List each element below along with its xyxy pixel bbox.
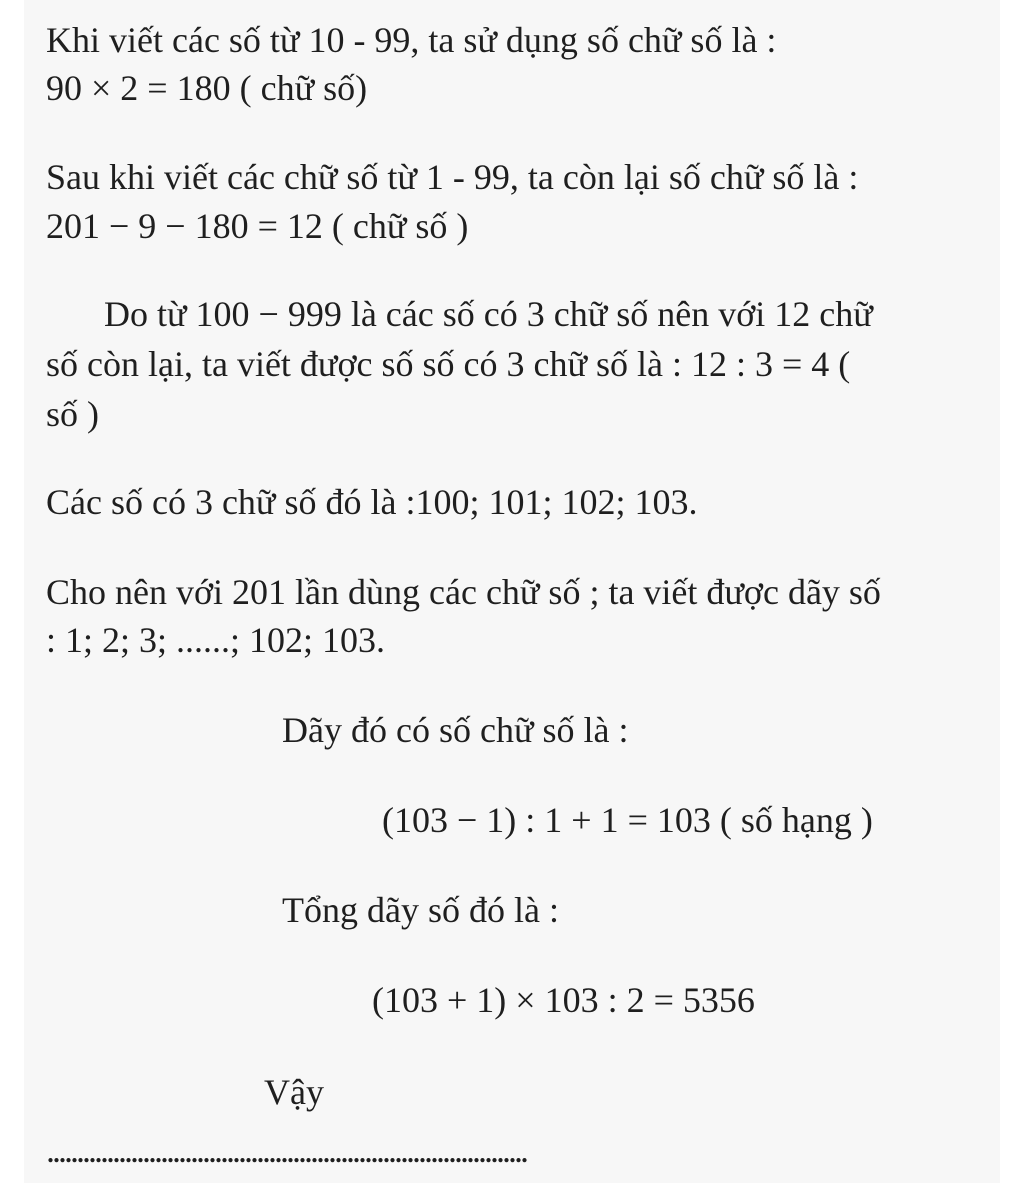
p3-line3: số ): [46, 394, 99, 434]
p8-conclusion-label: Vậy: [264, 1072, 324, 1112]
p2-line1: Sau khi viết các chữ số từ 1 - 99, ta còn lại số chữ số là :: [46, 157, 859, 197]
p5-line1: Cho nên với 201 lần dùng các chữ số ; ta viết được dãy số: [46, 572, 881, 612]
p5-line2: : 1; 2; 3; ......; 102; 103.: [46, 620, 386, 660]
p6-line2-equation: (103 − 1) : 1 + 1 = 103 ( số hạng ): [382, 800, 873, 840]
p1-line2-equation: 90 × 2 = 180 ( chữ số): [46, 68, 368, 108]
p4-line1: Các số có 3 chữ số đó là :100; 101; 102; 103.: [46, 482, 698, 522]
p1-line1: Khi viết các số từ 10 - 99, ta sử dụng số chữ số là :: [46, 20, 777, 60]
p3-line1: Do từ 100 − 999 là các số có 3 chữ số nên với 12 chữ: [104, 294, 873, 334]
p3-line2: số còn lại, ta viết được số số có 3 chữ số là : 12 : 3 = 4 (: [46, 344, 851, 384]
p7-line1: Tổng dãy số đó là :: [282, 890, 559, 930]
answer-dotted-line: ................................................................................: [46, 1130, 526, 1170]
p2-line2-equation: 201 − 9 − 180 = 12 ( chữ số ): [46, 206, 469, 246]
p6-line1: Dãy đó có số chữ số là :: [282, 710, 629, 750]
p7-line2-equation: (103 + 1) × 103 : 2 = 5356: [372, 980, 755, 1020]
